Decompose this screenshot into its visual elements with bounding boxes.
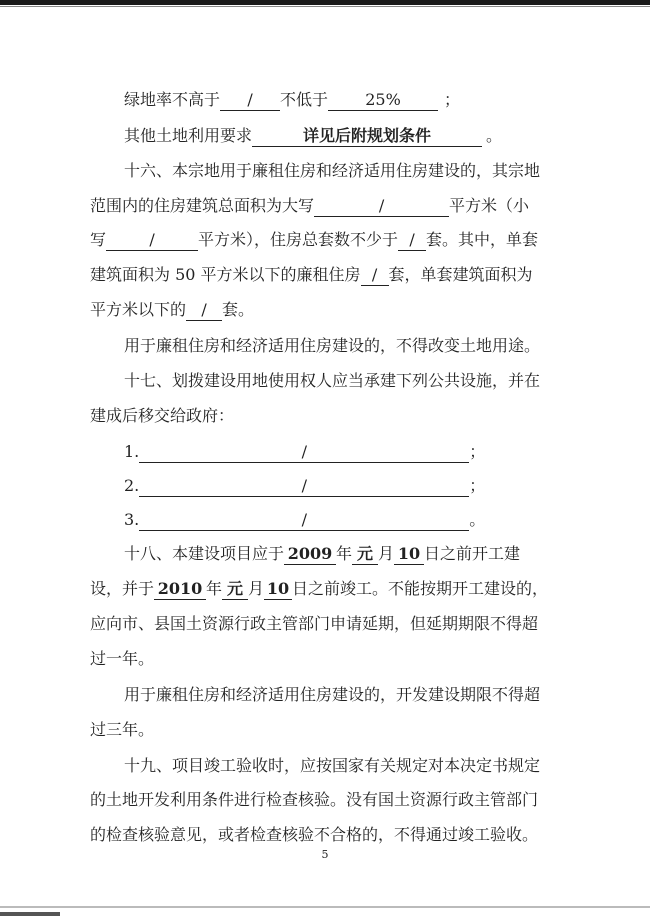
section-16-line-2: 范围内的住房建筑总面积为大写 / 平方米（小 <box>90 196 530 215</box>
end-year-field: 2010 <box>154 580 206 600</box>
section-18-line-2: 设，并于 2010 年 元 月 10 日之前竣工。不能按期开工建设的， <box>90 579 549 598</box>
facility-item-2-field: / <box>139 477 469 497</box>
other-requirements-field: 详见后附规划条件 <box>252 127 482 147</box>
section-16-line-4: 建筑面积为 50 平方米以下的廉租住房 / 套，单套建筑面积为 <box>90 265 533 284</box>
start-month-field: 元 <box>352 545 378 565</box>
section-18-line-1: 十八、本建设项目应于 2009 年 元 月 10 日之前开工建 <box>124 544 521 563</box>
end-month-field: 元 <box>222 580 248 600</box>
low-rent-units-field: / <box>361 266 389 286</box>
section-19-line-2: 的土地开发利用条件进行检查核验。没有国土资源行政主管部门 <box>90 790 539 809</box>
land-use-note: 用于廉租住房和经济适用住房建设的，不得改变土地用途。 <box>124 336 541 355</box>
facility-item-2: 2. / ； <box>124 476 486 495</box>
section-19-line-3: 的检查核验意见，或者检查核验不合格的，不得通过竣工验收。 <box>90 825 539 844</box>
green-ratio-min-field: 25% <box>328 91 438 111</box>
section-16-line-5: 平方米以下的 / 套。 <box>90 300 255 319</box>
total-area-digits-field: / <box>106 231 198 251</box>
bottom-edge-mark <box>0 912 60 916</box>
facility-item-1-field: / <box>139 443 469 463</box>
bottom-edge-rule <box>0 906 650 908</box>
dev-period-line-1: 用于廉租住房和经济适用住房建设的，开发建设期限不得超 <box>124 685 541 704</box>
start-year-field: 2009 <box>284 545 336 565</box>
section-16-line-1: 十六、本宗地用于廉租住房和经济适用住房建设的，其宗地 <box>124 161 541 180</box>
section-18-line-3: 应向市、县国土资源行政主管部门申请延期，但延期期限不得超 <box>90 614 539 633</box>
facility-item-3-field: / <box>139 511 469 531</box>
page-number: 5 <box>321 848 329 861</box>
start-day-field: 10 <box>394 545 424 565</box>
total-area-words-field: / <box>314 197 449 217</box>
section-17-line-2: 建成后移交给政府： <box>90 406 235 425</box>
other-requirements-line: 其他土地利用要求 详见后附规划条件 。 <box>124 126 503 145</box>
section-17-line-1: 十七、划拨建设用地使用权人应当承建下列公共设施，并在 <box>124 371 541 390</box>
total-units-field: / <box>398 231 426 251</box>
section-19-line-1: 十九、项目竣工验收时，应按国家有关规定对本决定书规定 <box>124 756 541 775</box>
green-ratio-line: 绿地率不高于 / 不低于 25% ； <box>124 90 461 109</box>
affordable-units-field: / <box>186 301 222 321</box>
section-18-line-4: 过一年。 <box>90 649 155 668</box>
section-16-line-3: 写 / 平方米），住房总套数不少于 / 套。其中，单套 <box>90 230 539 249</box>
end-day-field: 10 <box>264 580 292 600</box>
facility-item-1: 1. / ； <box>124 442 486 461</box>
facility-item-3: 3. / 。 <box>124 510 486 529</box>
green-ratio-max-field: / <box>220 91 280 111</box>
dev-period-line-2: 过三年。 <box>90 720 155 739</box>
